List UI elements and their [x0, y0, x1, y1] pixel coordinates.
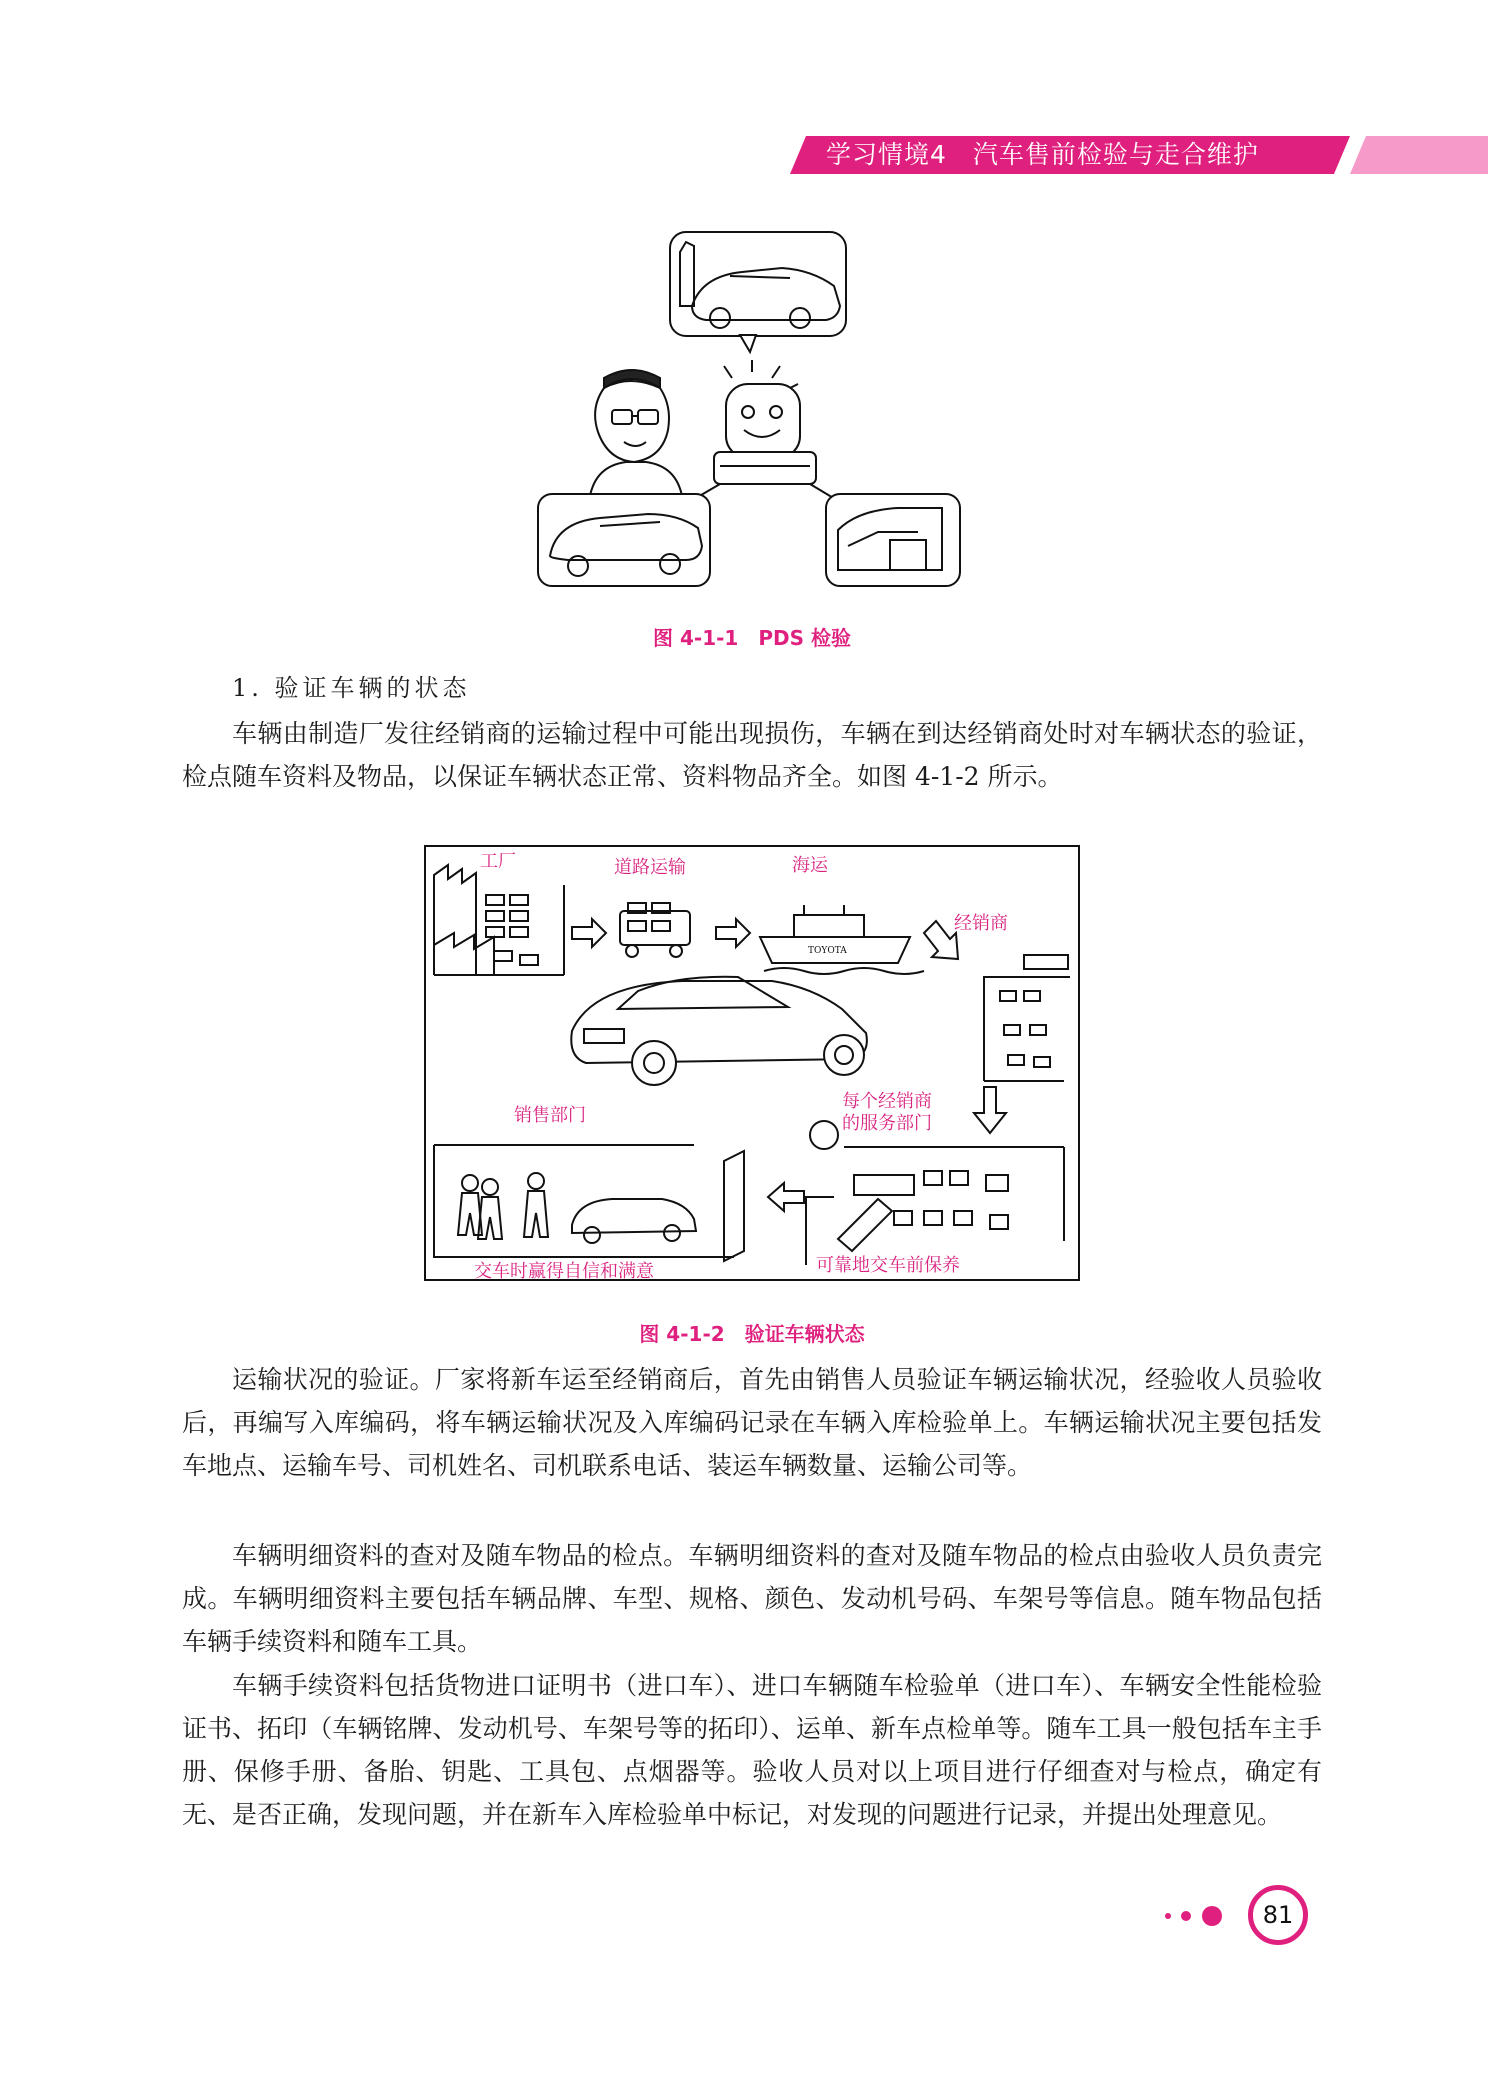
paragraph-intro: 车辆由制造厂发往经销商的运输过程中可能出现损伤，车辆在到达经销商处时对车辆状态的验证，检点随车资料及物品，以保证车辆状态正常、资料物品齐全。如图 4-1-2 所示。 [182, 719, 1322, 791]
paragraph-transport-verification: 运输状况的验证。厂家将新车运至经销商后，首先由销售人员验证车辆运输状况，经验收人员验收后，再编写入库编码，将车辆运输状况及入库编码记录在车辆入库检验单上。车辆运输状况主要包括发车地点、运输车号、司机姓名、司机联系电话、装运车辆数量、运输公司等。 [182, 1365, 1322, 1480]
label-dealer: 经销商 [954, 913, 1008, 934]
page-dots-decoration [1160, 1896, 1250, 1936]
label-service-line2: 的服务部门 [842, 1113, 932, 1134]
label-service-line1: 每个经销商 [842, 1091, 932, 1112]
label-ship-brand: TOYOTA [808, 946, 847, 956]
label-factory: 工厂 [480, 851, 516, 872]
page-number: 81 [1248, 1885, 1308, 1945]
label-delivery-satisfaction: 交车时赢得自信和满意 [474, 1261, 654, 1281]
pds-inspection-illustration [530, 226, 970, 590]
vehicle-status-flow-diagram [424, 845, 1080, 1281]
figure-caption-4-1-2: 图 4-1-2 验证车辆状态 [639, 1322, 865, 1346]
label-pre-delivery-maintenance: 可靠地交车前保养 [816, 1255, 960, 1276]
section-heading: 1. 验证车辆的状态 [232, 674, 471, 702]
label-sales-department: 销售部门 [514, 1105, 586, 1126]
figure-caption-4-1-1: 图 4-1-1 PDS 检验 [653, 626, 851, 650]
chapter-title: 学习情境4 汽车售前检验与走合维护 [826, 140, 1259, 169]
paragraph-documents-tools: 车辆手续资料包括货物进口证明书（进口车）、进口车辆随车检验单（进口车）、车辆安全性能检验证书、拓印（车辆铭牌、发动机号、车架号等的拓印）、运单、新车点检单等。随车工具一般包括车主手册、保修手册、备胎、钥匙、工具包、点烟器等。验收人员对以上项目进行仔细查对与检点，确定有无、是否正确，发现问题，并在新车入库检验单中标记，对发现的问题进行记录，并提出处理意见。 [182, 1671, 1322, 1829]
paragraph-vehicle-details: 车辆明细资料的查对及随车物品的检点。车辆明细资料的查对及随车物品的检点由验收人员负责完成。车辆明细资料主要包括车辆品牌、车型、规格、颜色、发动机号码、车架号等信息。随车物品包括车辆手续资料和随车工具。 [182, 1541, 1322, 1656]
label-sea-transport: 海运 [792, 855, 828, 876]
label-road-transport: 道路运输 [614, 857, 686, 878]
